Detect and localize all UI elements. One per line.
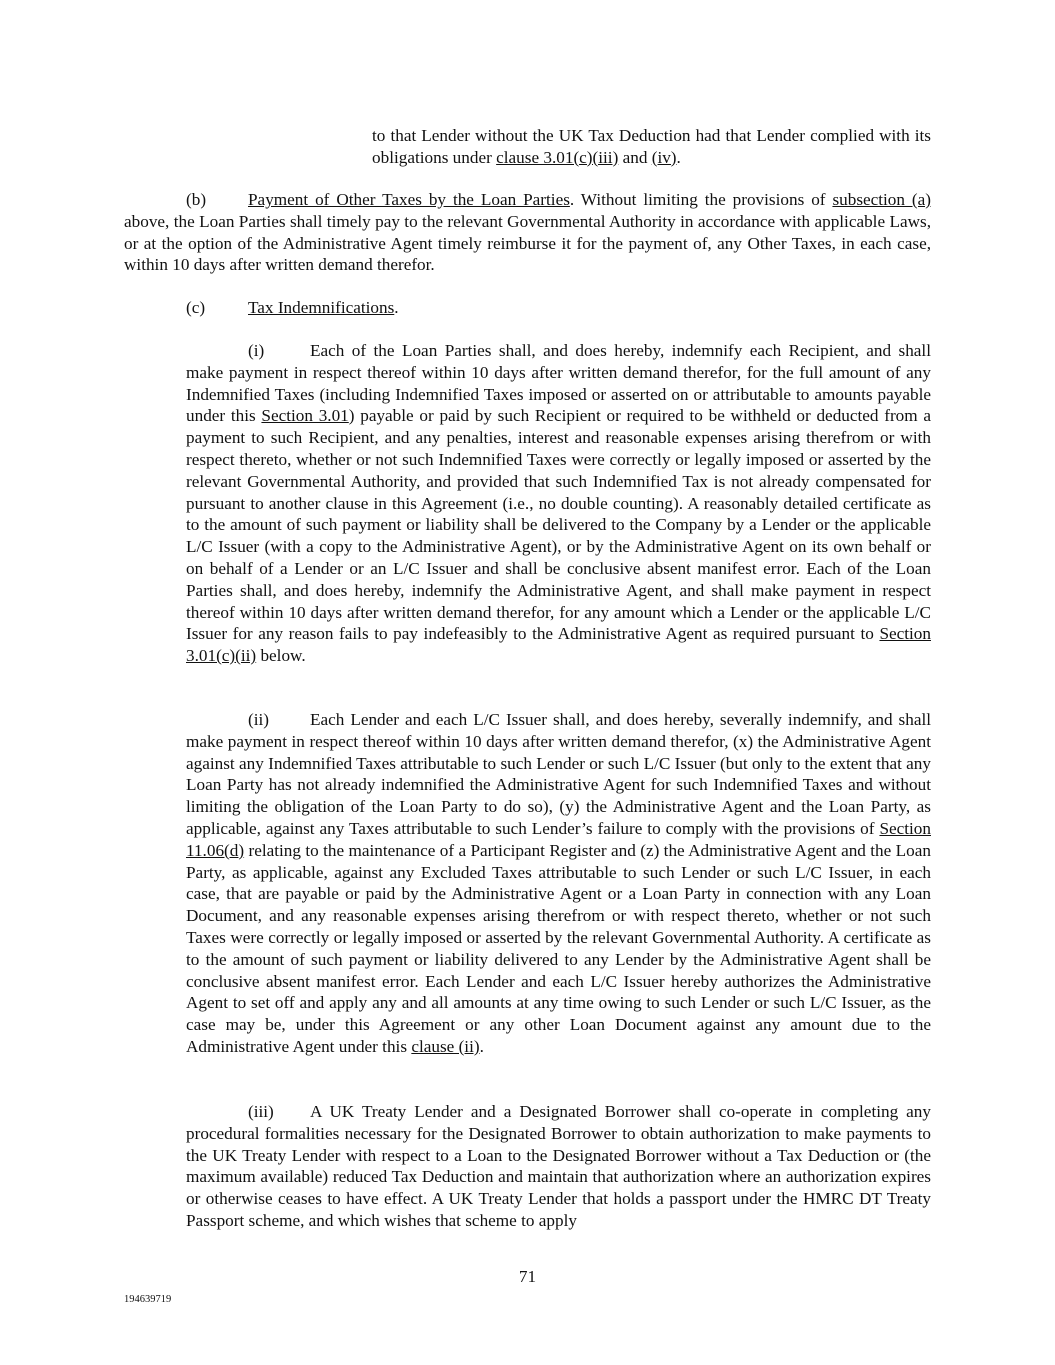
subparagraph-ii [186, 709, 931, 1058]
continuation-text: . [676, 147, 681, 167]
paragraph-text: above, the Loan Parties shall timely pay to the relevant Governmental Authority in accordance with applicable Laws, or at the option of the Administrative Agent timely reimburse it for the payment of, any Other Taxes, in each case, within 10 days after written demand therefor. [124, 211, 931, 275]
subparagraph-i [186, 340, 931, 667]
clause-reference: clause 3.01(c)(iii) [496, 147, 619, 167]
subparagraph-label: (iii) [248, 1102, 274, 1121]
page-number: 71 [518, 1267, 537, 1286]
paragraph-label: (c) [186, 298, 206, 317]
subparagraph-label: (ii) [248, 710, 269, 729]
paragraph-text: . [479, 1036, 484, 1056]
subparagraph-label: (i) [248, 341, 265, 360]
paragraph-text: . [394, 298, 399, 317]
paragraph-heading: Payment of Other Taxes by the Loan Parties [248, 190, 570, 209]
section-reference: subsection (a) [832, 190, 931, 209]
paragraph-text: below. [256, 646, 306, 666]
section-reference: Section 11.06(d) [186, 818, 931, 860]
paragraph-text: Each Lender and each L/C Issuer shall, and does hereby, severally indemnify, and shall make payment in respect thereof within 10 days after written demand therefor, (x) the Administrative Agent against any Indemnified Taxes attributable to such Lender or such L/C Issuer (but only to the extent that any Loan Party has not already indemnified the Administrative Agent for such Indemnified Taxes and without limiting the obligation of the Loan Party to do so), (y) the Administrative Agent and the Loan Party, as applicable, against any Taxes attributable to such Lender’s failure to comply with the provisions of [186, 710, 931, 838]
paragraph-c [124, 297, 931, 319]
paragraph-text: ) payable or paid by such Recipient or required to be withheld or deducted from a payment to such Recipient, and any penalties, interest and reasonable expenses arising therefrom or with respect thereto, whether or not such Indemnified Taxes were correctly or legally imposed or asserted by the relevant Governmental Authority, and provided that such Indemnified Tax is not already compensated for pursuant to another clause in this Agreement (i.e., no double counting). A reasonably detailed certificate as to the amount of such payment or liability shall be delivered to the Company by a Lender or the applicable L/C Issuer (with a copy to the Administrative Agent), or by the Administrative Agent on its own behalf or on behalf of a Lender or an L/C Issuer and shall be conclusive absent manifest error. Each of the Loan Parties shall, and does hereby, indemnify the Administrative Agent, and shall make payment in respect thereof within 10 days after written demand therefor, for any amount which a Lender or the applicable L/C Issuer for any reason fails to pay indefeasibly to the Administrative Agent as required pursuant to [186, 406, 931, 644]
paragraph-text: Each of the Loan Parties shall, and does hereby, indemnify each Recipient, and shall make payment in respect thereof within 10 days after written demand therefor, for the full amount of any Indemnified Taxes (including Indemnified Taxes imposed or asserted on or attributable to amounts payable under this [186, 341, 931, 426]
document-id: 194639719 [124, 1294, 172, 1305]
continuation-text: to that Lender without the UK Tax Deduction had that Lender complied with its obligations under [372, 126, 931, 167]
paragraph-b [124, 189, 931, 276]
paragraph-text: . Without limiting the provisions of [569, 190, 833, 209]
section-reference: Section 3.01(c)(ii) [186, 624, 931, 666]
continuation-paragraph [372, 125, 931, 169]
paragraph-text: A UK Treaty Lender and a Designated Borrower shall co-operate in completing any procedural formalities necessary for the Designated Borrower to obtain authorization to make payments to the UK Treaty Lender with respect to a Loan to the Designated Borrower without a Tax Deduction or (the maximum available) reduced Tax Deduction and maintain that authorization where an authorization expires or otherwise ceases to have effect. A UK Treaty Lender that holds a passport under the HMRC DT Treaty Passport scheme, and which wishes that scheme to apply [186, 1102, 931, 1230]
subparagraph-iii [186, 1101, 931, 1232]
paragraph-heading: Tax Indemnifications [248, 298, 395, 317]
section-reference: Section 3.01 [261, 406, 349, 426]
clause-reference: clause (ii) [411, 1036, 480, 1056]
paragraph-label: (b) [186, 190, 207, 209]
paragraph-text: relating to the maintenance of a Participant Register and (z) the Administrative Agent and the Loan Party, as applicable, against any Excluded Taxes attributable to such Lender or such L/C Issuer, in each case, that are payable or paid by the Administrative Agent or a Loan Party in connection with any Loan Document, and any reasonable expenses arising therefrom or with respect thereto, whether or not such Taxes were correctly or legally imposed or asserted by the relevant Governmental Authority. A certificate as to the amount of such payment or liability delivered to any Lender by the Administrative Agent shall be conclusive absent manifest error. Each Lender and each L/C Issuer hereby authorizes the Administrative Agent to set off and apply any and all amounts at any time owing to such Lender or such L/C Issuer, as the case may be, under this Agreement or any other Loan Document against any amount due to the Administrative Agent under this [186, 840, 931, 1056]
continuation-text: and [618, 147, 652, 167]
clause-reference: (iv) [651, 147, 677, 167]
